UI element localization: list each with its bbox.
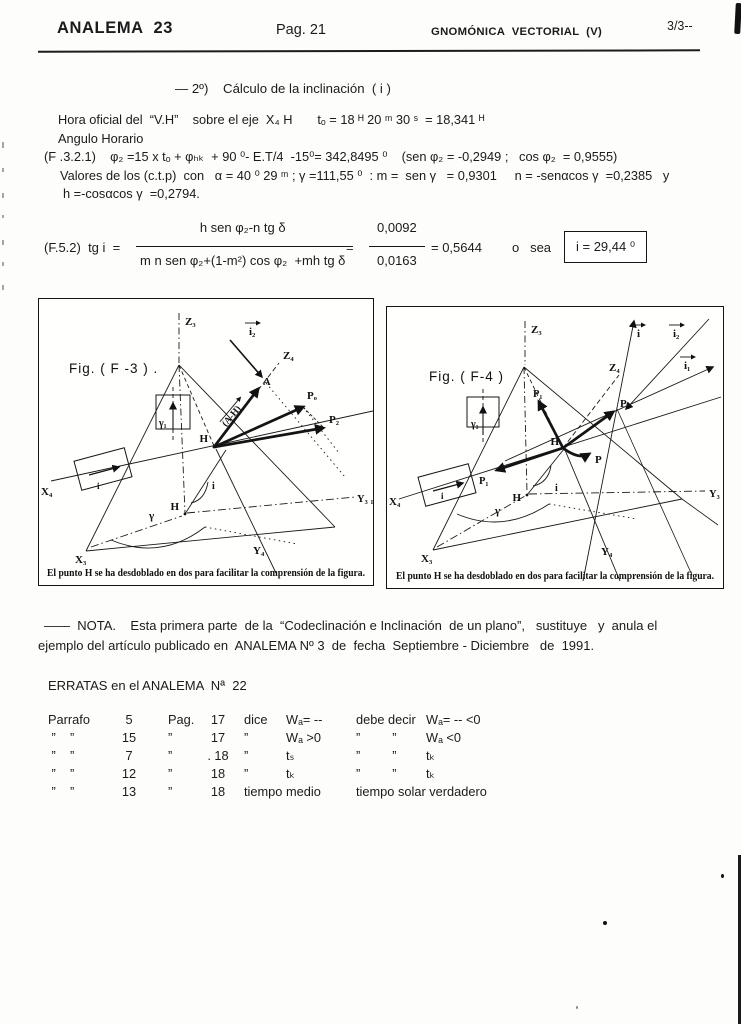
errata-cell: ” — [168, 784, 173, 799]
errata-cell: tₛ — [286, 748, 295, 763]
scan-mark — [2, 142, 4, 148]
scan-ink-blob — [734, 3, 741, 34]
errata-cell: 17 — [210, 712, 226, 727]
fig4-h-top-label: H — [550, 436, 559, 448]
fig4-p1-bottom-label: P₁ — [479, 476, 489, 487]
fig3-z3-label: Z₃ — [185, 316, 196, 328]
fig4-y3-label: Y₃ — [709, 489, 720, 500]
errata-row — [48, 730, 608, 747]
fig4-p1-top-label: P₁ — [533, 389, 543, 400]
errata-cell: 7 — [125, 748, 133, 763]
text-h-value: h =-cosαcos γ =0,2794. — [63, 186, 200, 201]
errata-cell: Wₐ= -- — [286, 712, 323, 727]
fig3-unit-vector-label: i — [97, 481, 100, 491]
errata-cell: ” — [168, 748, 173, 763]
text-angulo-horario: Angulo Horario — [58, 131, 144, 146]
errata-cell: ” ” — [356, 730, 397, 745]
scan-speck — [721, 874, 724, 878]
fig4-unit-vector-label: i — [441, 491, 444, 501]
scan-speck — [576, 1006, 578, 1009]
fig3-i2-vector-label: i₂ — [249, 326, 256, 338]
figure-f3-drawing — [39, 299, 373, 585]
pyramid-lines — [51, 313, 373, 573]
svg-text:(A-H): (A-H) — [220, 404, 244, 429]
fig4-i1-vector-label: i₁ — [684, 360, 691, 372]
fig4-p0-label: P₀ — [620, 398, 631, 410]
fig4-gamma-angle-label: γ — [495, 505, 501, 517]
fig3-z4-label: Z₄ — [283, 350, 294, 362]
figure-f4 — [386, 306, 724, 589]
scan-mark — [2, 168, 4, 172]
article-title: GNOMÓNICA VECTORIAL (V) — [431, 26, 603, 38]
section-title: — 2º) Cálculo de la inclinación ( i ) — [175, 81, 391, 96]
fig3-p2-label: P₂ — [329, 414, 340, 426]
fig4-x4-label: X₄ — [389, 496, 401, 508]
errata-row — [48, 712, 608, 729]
errata-cell: ” — [244, 730, 249, 745]
errata-cell: 13 — [121, 784, 137, 799]
scan-mark — [2, 193, 4, 198]
formula-fraction-1 — [136, 220, 349, 268]
scan-mark — [2, 285, 4, 290]
fig4-title: Fig. ( F-4 ) — [429, 369, 504, 384]
errata-cell: tₖ — [426, 766, 436, 781]
equals-sign: = — [346, 240, 354, 255]
fraction2-numerator: 0,0092 — [369, 220, 425, 247]
nota-line-2: ejemplo del artículo publicado en ANALEMA Nº 3 de fecha Septiembre - Diciembre de 1991. — [38, 638, 595, 653]
errata-cell: Pag. — [168, 712, 195, 727]
errata-cell: ” — [244, 766, 249, 781]
errata-cell: debe decir — [356, 712, 416, 727]
text-hora-oficial: Hora oficial del “V.H” sobre el eje X₄ H tₒ = 18 ᴴ 20 ᵐ 30 ˢ = 18,341 ᴴ — [58, 112, 485, 127]
formula-result: = 0,5644 — [431, 240, 482, 255]
text-valores-ctp: Valores de los (c.t.p) con α = 40 ⁰ 29 ᵐ ; γ =111,55 ⁰ : m = sen γ = 0,9301 n = -senαcos γ =0,2385 y — [60, 168, 670, 183]
fig4-i-vector-label: i — [637, 328, 641, 340]
fig3-x4-label: X₄ — [41, 486, 53, 498]
osea-text: o sea — [512, 240, 552, 255]
fig4-y4-label: Y₄ — [601, 546, 613, 558]
header-rule — [38, 49, 700, 52]
errata-cell: Wₐ >0 — [286, 730, 321, 745]
fig3-h-top-label: H — [199, 433, 208, 445]
fig3-y3-label: Y₃ ₁ — [357, 494, 373, 505]
errata-cell: ” — [244, 748, 249, 763]
formula-fraction-2 — [369, 220, 425, 268]
errata-cell: 5 — [125, 712, 133, 727]
fig3-a-label: A — [263, 377, 271, 388]
journal-title: ANALEMA 23 — [57, 19, 174, 37]
fig4-h-bottom-label: H — [512, 492, 521, 504]
errata-cell: ” ” — [356, 766, 397, 781]
fig4-z4-label: Z₄ — [609, 362, 620, 374]
errata-cell: Parrafo — [48, 712, 90, 727]
fig4-i2-vector-label: i₂ — [673, 328, 680, 340]
fig3-ah-vector-label — [220, 397, 249, 429]
scan-mark — [2, 215, 4, 218]
fig4-p-label: P — [595, 454, 602, 466]
errata-cell: 18 — [210, 766, 226, 781]
nota-line-1: —— NOTA. Esta primera parte de la “Codeclinación e Inclinación de un plano”, sustituye y anula el — [44, 618, 658, 633]
errata-cell: 18 — [210, 784, 226, 799]
fig4-gamma1-label: γ₁ — [471, 419, 479, 430]
errata-cell: Wₐ <0 — [426, 730, 461, 745]
errata-cell: ” ” — [48, 784, 75, 799]
figure-f3 — [38, 298, 374, 586]
fig3-x3-label: X₃ — [75, 554, 87, 566]
scan-mark — [2, 262, 4, 266]
fraction2-denominator: 0,0163 — [377, 253, 417, 268]
sheet-marker: 3/3-- — [667, 19, 693, 33]
errata-cell: 15 — [121, 730, 137, 745]
errata-cell: ” ” — [48, 748, 75, 763]
page-number: Pag. 21 — [276, 22, 326, 38]
errata-cell: tₖ — [286, 766, 296, 781]
errata-cell: ” ” — [356, 748, 397, 763]
errata-cell: 12 — [121, 766, 137, 781]
fig3-y4-label: Y₄ — [253, 545, 265, 557]
scan-mark — [2, 240, 4, 245]
fig4-i-angle-label: i — [555, 483, 558, 494]
scan-speck — [603, 921, 607, 925]
errata-cell: dice — [244, 712, 268, 727]
fig3-h-bottom-label: H — [170, 501, 179, 513]
errata-cell: ” ” — [48, 766, 75, 781]
vector-arrows — [418, 325, 695, 506]
text-formula-f321: (F .3.2.1) φ₂ =15 x tₒ + φₕₖ + 90 ⁰- E.T/4 -15⁰= 342,8495 ⁰ (sen φ₂ = -0,2949 ; cos φ₂ = 0,9555) — [44, 149, 618, 164]
errata-cell: tₖ — [426, 748, 436, 763]
fig3-i-angle-label: i — [212, 481, 215, 492]
errata-cell: tiempo medio — [244, 784, 321, 799]
fig3-gamma1-label: γ₁ — [159, 418, 167, 429]
fig3-po-label: Pₒ — [307, 390, 317, 402]
fig3-title: Fig. ( F -3 ) . — [69, 361, 159, 376]
errata-cell: ” — [168, 730, 173, 745]
boxed-result: i = 29,44 ⁰ — [564, 231, 647, 263]
fraction-denominator: m n sen φ₂+(1-m²) cos φ₂ +mh tg δ — [140, 253, 346, 268]
figure-f4-drawing — [387, 307, 723, 588]
errata-row — [48, 766, 608, 783]
errata-cell: Wₐ= -- <0 — [426, 712, 481, 727]
errata-cell: 17 — [210, 730, 226, 745]
fig4-z3-label: Z₃ — [531, 324, 542, 336]
fig3-caption: El punto H se ha desdoblado en dos para facilitar la comprensión de la figura. — [47, 568, 366, 579]
erratas-heading: ERRATAS en el ANALEMA Nª 22 — [48, 678, 247, 693]
fig4-x3-label: X₃ — [421, 553, 433, 565]
errata-cell: . 18 — [207, 748, 229, 763]
errata-cell: tiempo solar verdadero — [356, 784, 487, 799]
errata-row — [48, 784, 608, 801]
errata-cell: ” — [168, 766, 173, 781]
fig4-caption: El punto H se ha desdoblado en dos para facilitar la comprensión de la figura. — [396, 571, 715, 582]
fig3-gamma-angle-label: γ — [149, 510, 155, 522]
formula-label: (F.5.2) tg i = — [44, 240, 121, 255]
fraction-numerator: h sen φ₂-n tg δ — [136, 220, 349, 247]
errata-row — [48, 748, 608, 765]
errata-cell: ” ” — [48, 730, 75, 745]
